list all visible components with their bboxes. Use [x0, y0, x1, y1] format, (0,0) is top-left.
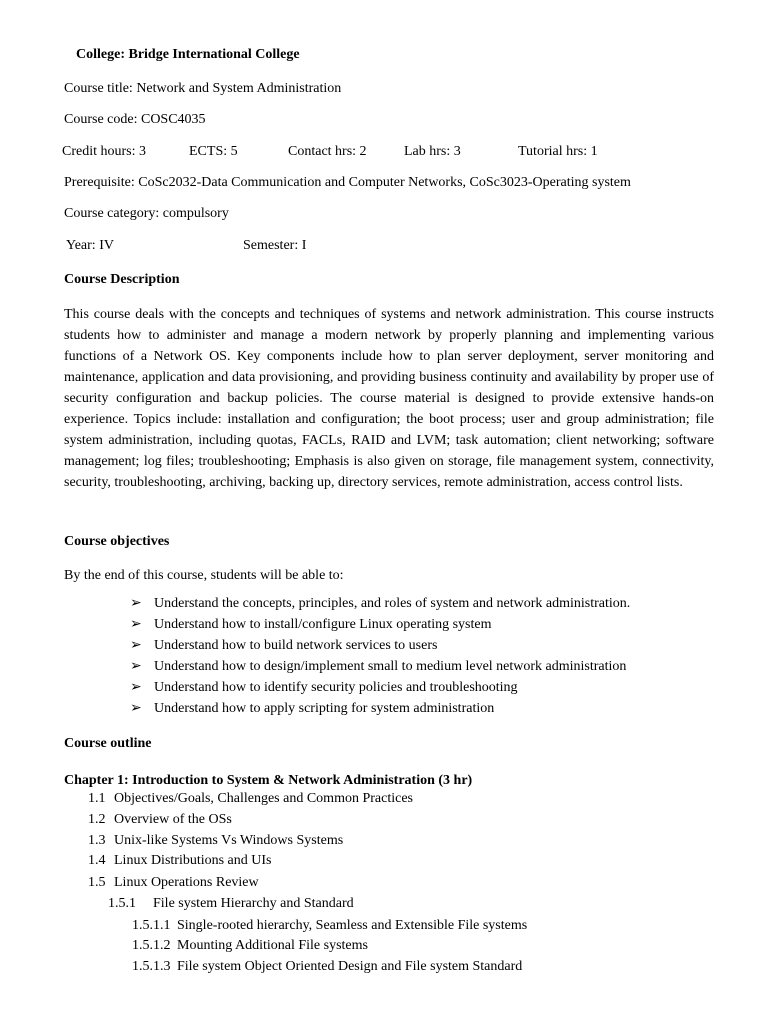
outline-item: 1.5.1.2 Mounting Additional File systems	[132, 938, 368, 953]
outline-item: 1.5.1 File system Hierarchy and Standard	[108, 896, 354, 911]
chapter-1-heading: Chapter 1: Introduction to System & Network Administration (3 hr)	[64, 773, 473, 788]
tutorial-hours: Tutorial hrs: 1	[518, 144, 598, 159]
objectives-list	[130, 595, 630, 721]
arrow-bullet-icon: ➢	[130, 659, 142, 674]
outline-item: 1.5 Linux Operations Review	[88, 875, 259, 890]
outline-item: 1.4 Linux Distributions and UIs	[88, 853, 272, 868]
outline-item: 1.5.1.3 File system Object Oriented Design and File system Standard	[132, 959, 523, 974]
list-item: ➢ Understand how to identify security policies and troubleshooting	[130, 680, 518, 695]
objectives-intro: By the end of this course, students will be able to:	[64, 568, 344, 583]
arrow-bullet-icon: ➢	[130, 596, 142, 611]
objectives-heading: Course objectives	[64, 534, 170, 549]
description-heading: Course Description	[64, 272, 180, 287]
college-line: College: Bridge International College	[76, 47, 300, 62]
outline-heading: Course outline	[64, 736, 152, 751]
outline-item: 1.1 Objectives/Goals, Challenges and Common Practices	[88, 791, 413, 806]
prerequisite: Prerequisite: CoSc2032-Data Communication and Computer Networks, CoSc3023-Operating system	[64, 175, 631, 190]
lab-hours: Lab hrs: 3	[404, 144, 461, 159]
list-item: ➢ Understand how to design/implement small to medium level network administration	[130, 659, 627, 674]
arrow-bullet-icon: ➢	[130, 680, 142, 695]
semester: Semester: I	[243, 238, 307, 253]
list-item: ➢ Understand how to install/configure Linux operating system	[130, 617, 492, 632]
list-item: ➢ Understand how to build network services to users	[130, 638, 438, 653]
arrow-bullet-icon: ➢	[130, 638, 142, 653]
arrow-bullet-icon: ➢	[130, 701, 142, 716]
course-title: Course title: Network and System Administration	[64, 81, 342, 96]
year: Year: IV	[66, 238, 114, 253]
arrow-bullet-icon: ➢	[130, 617, 142, 632]
outline-item: 1.2 Overview of the OSs	[88, 812, 232, 827]
outline-item: 1.5.1.1 Single-rooted hierarchy, Seamless and Extensible File systems	[132, 918, 528, 933]
ects: ECTS: 5	[189, 144, 238, 159]
course-description: This course deals with the concepts and techniques of systems and network administration. This course instructs students how to administer and manage a modern network by properly planning and implementing various functions of a Network OS. Key components include how to plan server deployment, server monitoring and maintenance, application and data provisioning, and providing business continuity and availability by proper use of security configuration and backup policies. The course material is designed to provide extensive hands-on experience. Topics include: installation and configuration; the boot process; user and group administration; file system administration, including quotas, FACLs, RAID and LVM; task automation; client networking; software management; log files; troubleshooting; Emphasis is also given on storage, file management system, connectivity, security, troubleshooting, archiving, backing up, directory services, remote administration, access control lists.	[64, 307, 714, 490]
list-item: ➢ Understand how to apply scripting for system administration	[130, 701, 495, 716]
course-code: Course code: COSC4035	[64, 112, 206, 127]
course-category: Course category: compulsory	[64, 206, 229, 221]
list-item: ➢ Understand the concepts, principles, and roles of system and network administration.	[130, 596, 631, 611]
contact-hours: Contact hrs: 2	[288, 144, 367, 159]
credit-hours: Credit hours: 3	[62, 144, 146, 159]
outline-item: 1.3 Unix-like Systems Vs Windows Systems	[88, 833, 344, 848]
